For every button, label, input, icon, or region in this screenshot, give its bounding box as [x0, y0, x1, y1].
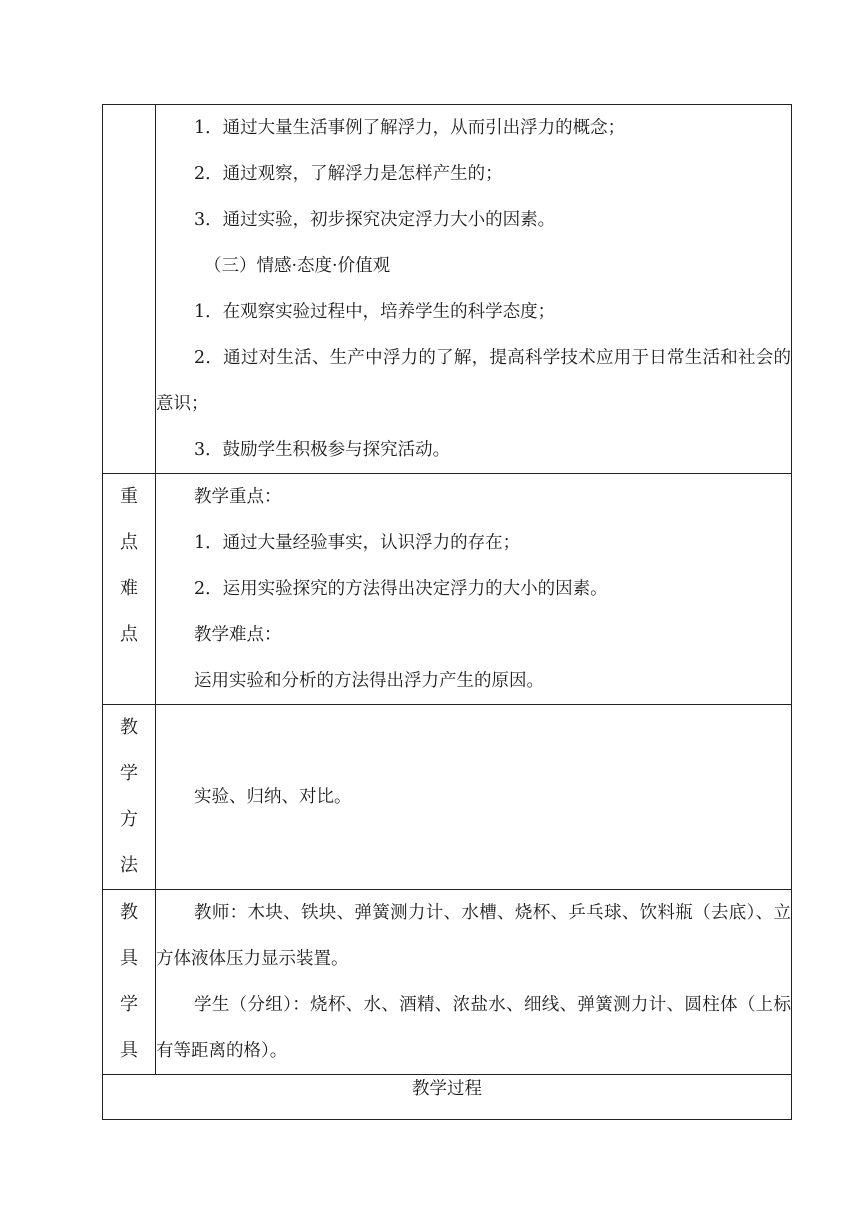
label-char: 学 — [120, 763, 138, 784]
method-label — [103, 705, 156, 890]
goal-line: 3．通过实验，初步探究决定浮力大小的因素。 — [194, 210, 556, 230]
label-char: 难 — [120, 578, 138, 599]
goal-line: 3．鼓励学生积极参与探究活动。 — [194, 440, 451, 460]
key-points-label — [103, 474, 156, 705]
goal-line: 1．在观察实验过程中，培养学生的科学态度； — [194, 302, 556, 322]
key-focus-heading: 教学重点： — [194, 487, 282, 507]
lesson-plan-table — [102, 104, 792, 1120]
difficulty-line: 运用实验和分析的方法得出浮力产生的原因。 — [194, 671, 544, 691]
label-char: 法 — [120, 855, 138, 876]
process-title: 教学过程 — [103, 1075, 792, 1120]
goals-label-cell — [103, 105, 156, 474]
process-row — [103, 1075, 792, 1120]
key-points-content — [156, 474, 792, 705]
label-char: 学 — [120, 994, 138, 1015]
goal-line: 2．通过观察，了解浮力是怎样产生的； — [194, 164, 503, 184]
label-char: 点 — [120, 532, 138, 553]
tools-label — [103, 890, 156, 1075]
goal-line: 1．通过大量生活事例了解浮力，从而引出浮力的概念； — [194, 118, 626, 138]
label-char: 方 — [120, 809, 138, 830]
difficulty-heading: 教学难点： — [194, 625, 282, 645]
method-content — [156, 705, 792, 890]
section-heading-attitude: （三）情感·态度·价值观 — [204, 256, 391, 276]
tools-content — [156, 890, 792, 1075]
key-point-line: 1．通过大量经验事实，认识浮力的存在； — [194, 533, 521, 553]
label-char: 具 — [120, 948, 138, 969]
method-row — [103, 705, 792, 890]
label-char: 具 — [120, 1040, 138, 1061]
teacher-tools: 教师：木块、铁块、弹簧测力计、水槽、烧杯、乒乓球、饮料瓶（去底）、立方体液体压力显示装置。 — [156, 903, 791, 969]
label-char: 重 — [120, 486, 138, 507]
tools-row — [103, 890, 792, 1075]
label-char: 教 — [120, 717, 138, 738]
label-char: 教 — [120, 902, 138, 923]
goals-content-cell — [156, 105, 792, 474]
key-point-line: 2．运用实验探究的方法得出决定浮力的大小的因素。 — [194, 579, 608, 599]
method-text: 实验、归纳、对比。 — [194, 787, 352, 807]
goal-line: 2．通过对生活、生产中浮力的了解，提高科学技术应用于日常生活和社会的意识； — [156, 348, 791, 414]
label-char: 点 — [120, 624, 138, 645]
key-points-row — [103, 474, 792, 705]
student-tools: 学生（分组）：烧杯、水、酒精、浓盐水、细线、弹簧测力计、圆柱体（上标有等距离的格）。 — [156, 995, 791, 1061]
goals-row — [103, 105, 792, 474]
